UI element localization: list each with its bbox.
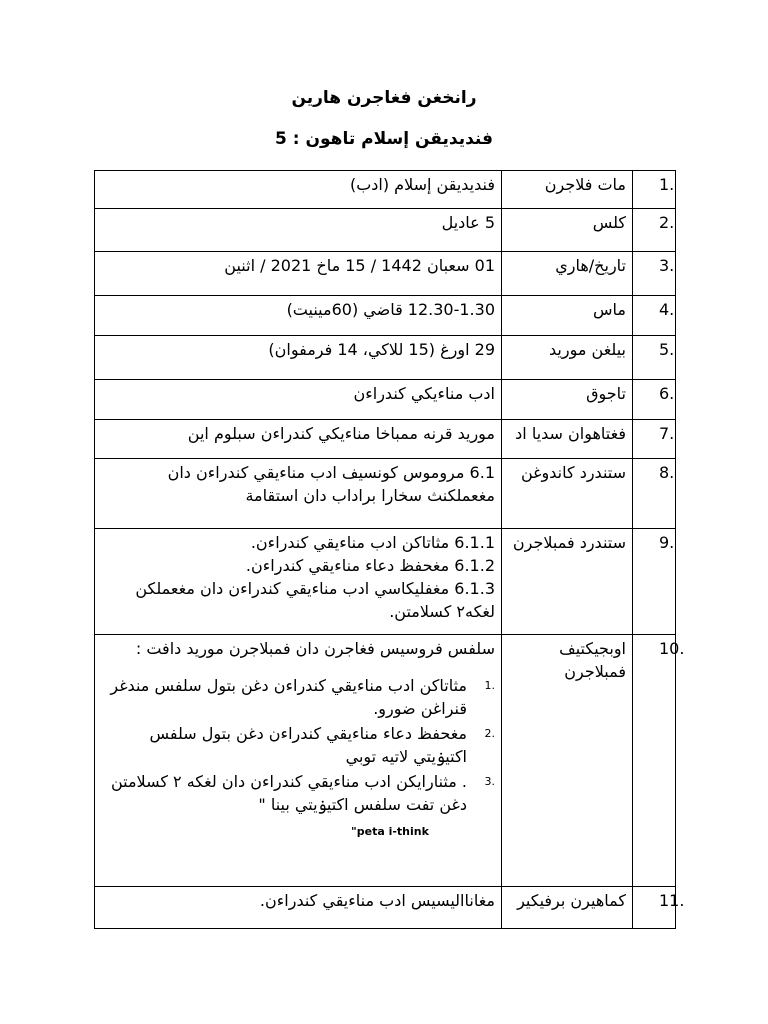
table-row — [95, 635, 676, 887]
table-row — [95, 209, 676, 252]
row-label: فغتاهوان سديا اد — [502, 420, 633, 459]
row-number: 5. — [633, 336, 676, 380]
standard-item: 6.1.1 مثاتاكن ادب مناءيقي كندراءن. — [250, 533, 495, 552]
standard-item: 6.1.3 مغفليكاسي ادب مناءيقي كندراءن دان مغعملكن لغكه٢ كسلامتن. — [135, 579, 495, 621]
row-label: ستندرد فمبلاجرن — [502, 529, 633, 635]
row-number: 10. — [633, 635, 676, 887]
table-row — [95, 296, 676, 336]
row-label: تاريخ/هاري — [502, 252, 633, 296]
page-title: رانخغن فغاجرن هارين — [291, 88, 477, 108]
row-value — [95, 529, 502, 635]
row-value: 01 سعبان 1442 / 15 ماخ 2021 / اثنين — [95, 252, 502, 296]
lesson-plan-table — [94, 170, 685, 929]
row-number: 11. — [633, 887, 676, 929]
table-row — [95, 459, 676, 529]
table-row — [95, 171, 676, 209]
row-number: 4. — [633, 296, 676, 336]
row-value: فنديديقن إسلام (ادب) — [95, 171, 502, 209]
row-label: مات فلاجرن — [502, 171, 633, 209]
row-number: 7. — [633, 420, 676, 459]
table-row — [95, 336, 676, 380]
table-row — [95, 529, 676, 635]
row-number: 3. — [633, 252, 676, 296]
row-number: 2. — [633, 209, 676, 252]
row-label: تاجوق — [502, 380, 633, 420]
row-label: ماس — [502, 296, 633, 336]
row-label: ستندرد كاندوغن — [502, 459, 633, 529]
row-value: 12.30-1.30 قاضي (60مينيت) — [95, 296, 502, 336]
table-row — [95, 380, 676, 420]
row-value: 5 عاديل — [95, 209, 502, 252]
table-row — [95, 252, 676, 296]
standard-item: 6.1.2 مغحفظ دعاء مناءيقي كندراءن. — [245, 556, 495, 575]
page-subtitle: فنديديقن إسلام تاهون : 5 — [275, 129, 493, 149]
table-row — [95, 420, 676, 459]
row-value: ادب مناءيكي كندراءن — [95, 380, 502, 420]
objective-list — [101, 674, 495, 816]
row-value — [95, 635, 502, 887]
row-number: 6. — [633, 380, 676, 420]
row-value: 29 اورغ (15 للاكي، 14 فرمفوان) — [95, 336, 502, 380]
objective-intro: سلفس فروسيس فغاجرن دان فمبلاجرن موريد دافت : — [135, 639, 495, 658]
row-value: مغانااليسيس ادب مناءيقي كندراءن. — [95, 887, 502, 929]
list-item: 3. . مثنارايكن ادب مناءيقي كندراءن دان لغكه ٢ كسلامتن دغن تفت سلفس اكتيۏيتي بينا " — [110, 772, 495, 814]
table-row — [95, 887, 676, 929]
row-number: 1. — [633, 171, 676, 209]
row-label: كماهيرن برفيكير — [502, 887, 633, 929]
row-label: كلس — [502, 209, 633, 252]
row-value: 6.1 مروموس كونسيف ادب مناءيقي كندراءن دان مغعملكنث سخارا براداب دان استقامة — [95, 459, 502, 529]
row-label: اوبجيكتيف فمبلاجرن — [502, 635, 633, 887]
row-label: بيلغن موريد — [502, 336, 633, 380]
row-number: 9. — [633, 529, 676, 635]
list-item: 2. مغحفظ دعاء مناءيقي كندراءن دغن بتول سلفس اكتيۏيتي لاتيه توبي — [149, 724, 495, 766]
peta-i-think-label: "peta i-think — [351, 825, 429, 838]
list-item: 1. مثاتاكن ادب مناءيقي كندراءن دغن بتول سلفس مندغر قنراغن ضورو. — [110, 676, 495, 718]
row-number: 8. — [633, 459, 676, 529]
row-value: موريد قرنه ممباخا مناءيكي كندراءن سبلوم اين — [95, 420, 502, 459]
